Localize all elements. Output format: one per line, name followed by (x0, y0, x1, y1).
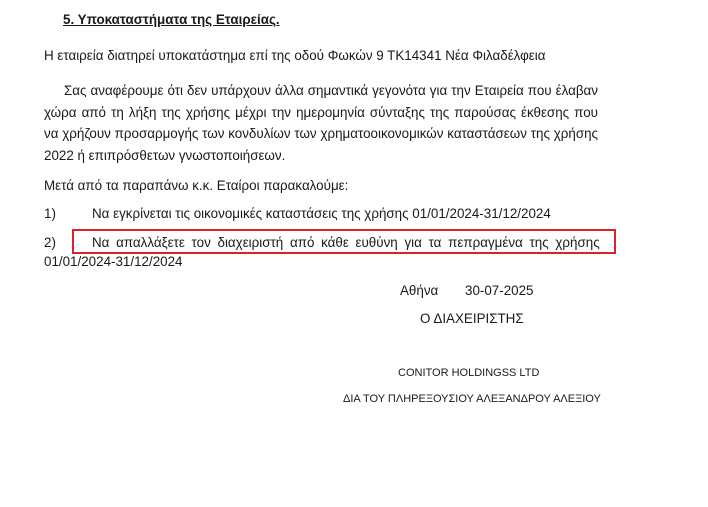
signature-signatory: ΔΙΑ ΤΟΥ ΠΛΗΡΕΞΟΥΣΙΟΥ ΑΛΕΞΑΝΔΡΟΥ ΑΛΕΞΙΟΥ (343, 393, 601, 405)
request-2-continuation: 01/01/2024-31/12/2024 (44, 254, 183, 269)
highlight-box (72, 229, 616, 254)
signature-date: 30-07-2025 (465, 283, 534, 298)
request-2-number: 2) (44, 235, 56, 250)
request-1-text: Να εγκρίνεται τις οικονομικές καταστάσεις της χρήσης 01/01/2024-31/12/2024 (92, 206, 551, 221)
signature-company: CONITOR HOLDINGSS LTD (398, 367, 540, 379)
events-paragraph: Σας αναφέρουμε ότι δεν υπάρχουν άλλα σημαντικά γεγονότα για την Εταιρεία που έλαβαν χώρα από τη λήξη της χρήσης μέχρι την ημερομηνία σύνταξης της παρούσας έκθεσης που να χρήζουν προσαρμογής των κονδυλίων των χρηματοοικονομικών καταστάσεων της χρήσης 2022 ή επιπρόσθετων γνωστοποιήσεων. (44, 83, 598, 163)
request-2-text: Να απαλλάξετε τον διαχειριστή από κάθε ευθύνη για τα πεπραγμένα της χρήσης (92, 235, 600, 250)
request-1-number: 1) (44, 206, 56, 221)
request-intro: Μετά από τα παραπάνω κ.κ. Εταίροι παρακαλούμε: (44, 178, 349, 193)
signature-place: Αθήνα (400, 283, 439, 298)
branch-paragraph: Η εταιρεία διατηρεί υποκατάστημα επί της οδού Φωκών 9 ΤΚ14341 Νέα Φιλαδέλφεια (44, 48, 546, 63)
section-heading: 5. Υποκαταστήματα της Εταιρείας. (63, 12, 280, 27)
signature-role: Ο ΔΙΑΧΕΙΡΙΣΤΗΣ (420, 311, 524, 326)
